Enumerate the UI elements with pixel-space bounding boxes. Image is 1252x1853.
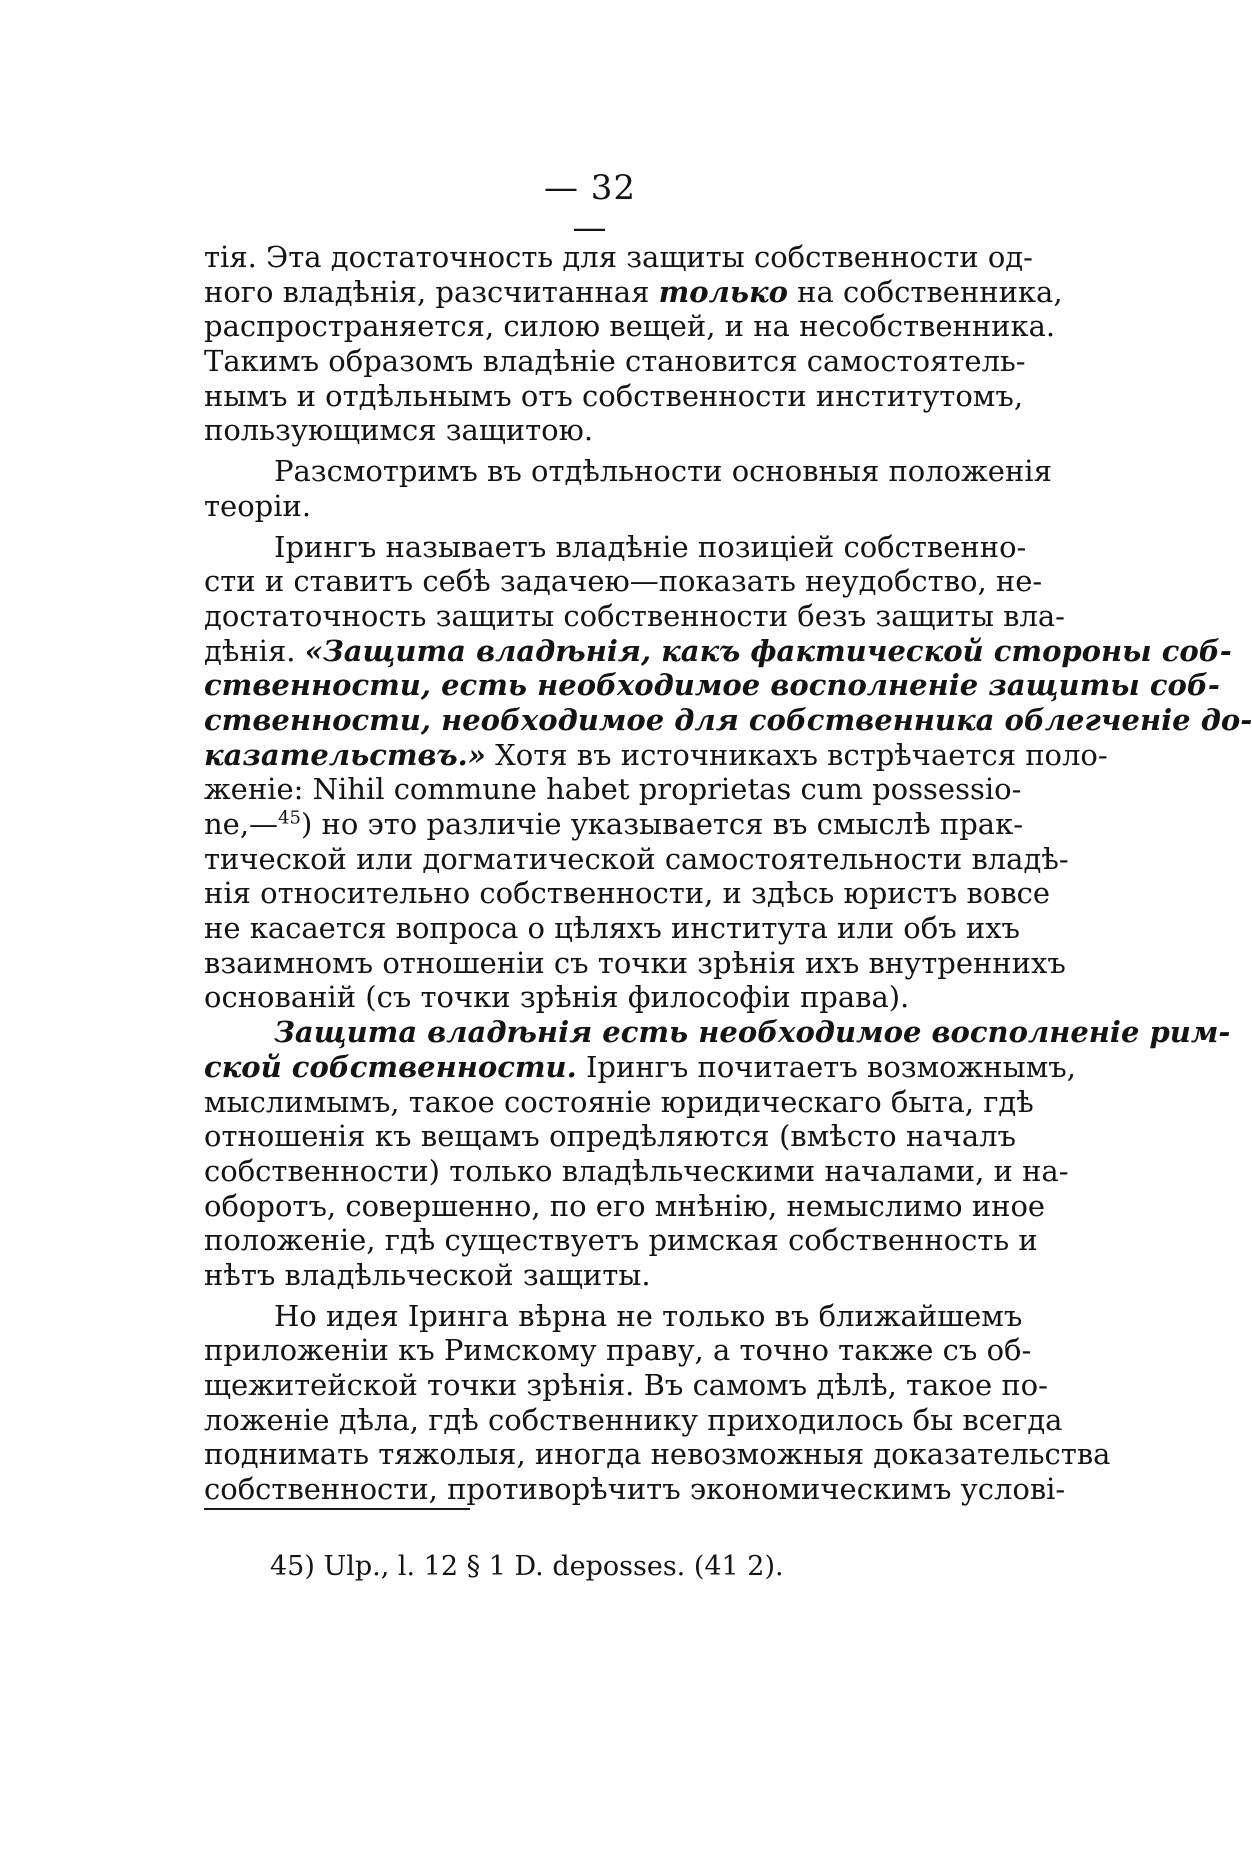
text-line <box>204 378 1024 414</box>
text-run: собственности, противорѣчитъ экономическимъ услові- <box>204 1472 1066 1507</box>
text-line <box>204 1472 1066 1507</box>
text-line <box>204 1049 1076 1085</box>
text-line <box>204 1015 1231 1050</box>
text-run: нѣтъ владѣльческой защиты. <box>204 1257 651 1292</box>
text-line <box>204 1188 1046 1224</box>
text-line <box>204 980 1016 1015</box>
text-run: достаточность защиты собственности безъ защиты вла- <box>204 598 1065 633</box>
text-run: собственности) только владѣльческими началами, и на- <box>204 1153 1069 1188</box>
text-run: Хотя въ источникахъ встрѣчается поло- <box>485 737 1108 772</box>
text-line <box>204 876 1051 911</box>
text-run: щежитейской точки зрѣнія. Въ самомъ дѣлѣ, такое по- <box>204 1368 1048 1402</box>
text-run: Такимъ образомъ владѣніе становится самостоятель- <box>204 344 1026 379</box>
text-run: нымъ и отдѣльнымъ отъ собственности институтомъ, <box>204 378 1024 413</box>
text-line <box>204 1402 1063 1438</box>
italic-text: ственности, необходимое для собственника облегченіе до- <box>204 702 1252 737</box>
text-run: Ірингъ почитаетъ возможнымъ, <box>576 1049 1076 1084</box>
text-line <box>204 1258 1016 1293</box>
text-line <box>204 807 1024 842</box>
text-line <box>204 1084 1034 1120</box>
text-line <box>204 737 1108 773</box>
text-run: пользующимся защитою. <box>204 413 594 448</box>
text-run: ne,— <box>204 807 279 841</box>
text-line <box>204 240 1033 275</box>
text-run: ложеніе дѣла, гдѣ собственнику приходилось бы всегда <box>204 1402 1063 1437</box>
text-run: ного владѣнія, разсчитанная <box>204 274 659 309</box>
text-line <box>204 841 1069 877</box>
body-text <box>204 240 1252 1507</box>
text-line <box>204 1437 1111 1472</box>
text-line <box>204 309 1056 344</box>
text-line <box>204 1368 1048 1403</box>
text-line <box>204 911 1021 946</box>
text-run: Разсмотримъ въ отдѣльности основныя положенія <box>274 454 1052 489</box>
text-line <box>204 1153 1069 1189</box>
text-line <box>204 413 1016 448</box>
text-line <box>204 344 1026 379</box>
text-run: мыслимымъ, такое состояніе юридическаго быта, гдѣ <box>204 1084 1034 1119</box>
text-run: тической или догматической самостоятельности владѣ- <box>204 841 1069 876</box>
text-run: распространяется, силою вещей, и на несобственника. <box>204 309 1056 344</box>
text-run: поднимать тяжолыя, иногда невозможныя доказательства <box>204 1437 1111 1472</box>
text-run: оборотъ, совершенно, по его мнѣнію, немыслимо иное <box>204 1188 1046 1223</box>
text-line <box>204 668 1220 703</box>
text-line <box>204 274 1063 310</box>
text-line <box>204 564 1043 599</box>
italic-text: ской собственности. <box>204 1049 577 1084</box>
footnote: 45) Ulp., l. 12 § 1 D. deposses. (41 2). <box>270 1551 784 1582</box>
text-line <box>204 489 1016 524</box>
italic-text: Защита владѣнія есть необходимое восполненіе рим- <box>274 1015 1231 1050</box>
text-run: Ірингъ называетъ владѣніе позиціей собственно- <box>274 529 1027 564</box>
text-run: положеніе, гдѣ существуетъ римская собственность и <box>204 1223 1038 1258</box>
text-run: не касается вопроса о цѣляхъ института или объ ихъ <box>204 911 1021 946</box>
text-line <box>204 702 1252 738</box>
text-run: приложеніи къ Римскому праву, а точно также съ об- <box>204 1333 1032 1368</box>
text-line <box>204 454 1052 489</box>
italic-text: казательствъ.» <box>204 737 486 772</box>
text-run: теоріи. <box>204 488 312 523</box>
text-line <box>204 633 1232 669</box>
text-line <box>204 1298 1023 1334</box>
text-line <box>204 598 1065 634</box>
text-line <box>204 1333 1032 1368</box>
italic-text: ственности, есть необходимое восполненіе защиты соб- <box>204 668 1220 703</box>
text-run: основаній (съ точки зрѣнія философіи права). <box>204 980 910 1015</box>
text-line <box>204 1119 1016 1154</box>
footnote-divider <box>204 1508 470 1510</box>
text-run: дѣнія. <box>204 633 305 668</box>
italic-text: только <box>658 274 788 309</box>
text-run: женіе: Nihil commune habet proprietas cum possessio- <box>204 772 1022 807</box>
text-line <box>204 529 1027 565</box>
text-run: на собственника, <box>787 274 1063 309</box>
text-run: ) но это различіе указывается въ смыслѣ прак- <box>300 807 1024 841</box>
page-number: — 32 — <box>543 168 637 248</box>
text-line <box>204 945 1066 981</box>
text-run: нія относительно собственности, и здѣсь юристъ вовсе <box>204 876 1051 911</box>
text-line <box>204 1223 1038 1258</box>
text-run: тія. Эта достаточность для защиты собственности од- <box>204 240 1033 274</box>
footnote-ref[interactable]: 45 <box>278 807 301 829</box>
text-run: отношенія къ вещамъ опредѣляются (вмѣсто началъ <box>204 1119 1016 1154</box>
italic-text: «Защита владѣнія, какъ фактической стороны соб- <box>304 633 1232 668</box>
text-run: взаимномъ отношеніи съ точки зрѣнія ихъ внутреннихъ <box>204 945 1066 980</box>
text-run: Но идея Іринга вѣрна не только въ ближайшемъ <box>274 1298 1023 1333</box>
text-run: сти и ставитъ себѣ задачею—показать неудобство, не- <box>204 564 1043 599</box>
text-line <box>204 772 1022 807</box>
